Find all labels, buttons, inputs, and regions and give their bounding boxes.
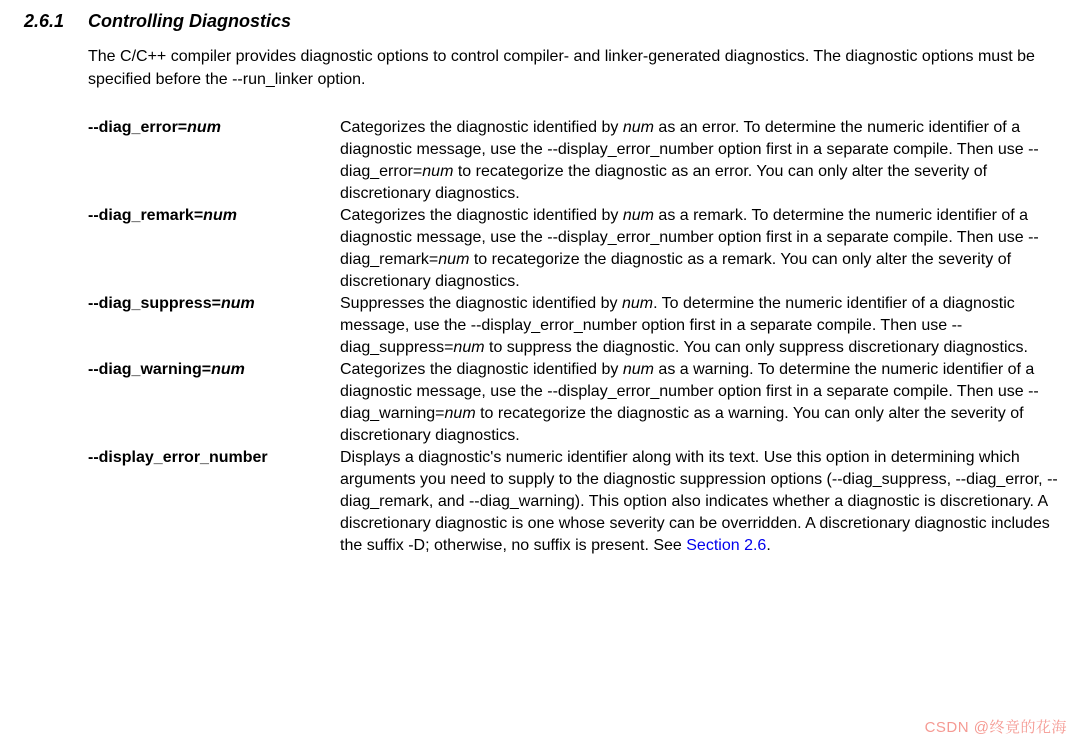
text-segment: --diag_remark= bbox=[88, 207, 204, 224]
text-segment: num bbox=[622, 361, 654, 378]
option-description bbox=[340, 117, 1067, 205]
document-page bbox=[0, 10, 1081, 736]
text-segment: num bbox=[622, 119, 654, 136]
option-row bbox=[88, 117, 1067, 205]
option-description bbox=[340, 447, 1067, 557]
option-description bbox=[340, 359, 1067, 447]
text-segment: Categorizes the diagnostic identified by bbox=[340, 119, 623, 136]
section-title: Controlling Diagnostics bbox=[88, 11, 292, 31]
option-row bbox=[88, 205, 1067, 293]
text-segment: . bbox=[766, 537, 771, 554]
option-row bbox=[88, 447, 1067, 557]
option-row bbox=[88, 293, 1067, 359]
text-segment: num bbox=[220, 295, 255, 312]
text-segment: num bbox=[438, 251, 470, 268]
text-segment: num bbox=[211, 361, 245, 378]
option-term bbox=[88, 359, 340, 381]
text-segment: num bbox=[453, 339, 485, 356]
text-segment: num bbox=[203, 207, 237, 224]
option-term bbox=[88, 205, 340, 227]
text-segment: num bbox=[422, 163, 454, 180]
text-segment: --display_error_number bbox=[88, 449, 268, 466]
text-segment: as a remark. To determine the numeric identifier of a diagnostic message, use the --display_error_number option first in a separate compile. Then use --diag_remark= bbox=[340, 207, 1039, 268]
text-segment: to suppress the diagnostic. You can only suppress discretionary diagnostics. bbox=[484, 339, 1028, 356]
text-segment: to recategorize the diagnostic as a remark. You can only alter the severity of discretionary diagnostics. bbox=[340, 251, 1012, 290]
text-segment: Categorizes the diagnostic identified by bbox=[340, 207, 623, 224]
text-segment: . To determine the numeric identifier of a diagnostic message, use the --display_error_number option first in a separate compile. Then use --diag_suppress= bbox=[340, 295, 1015, 356]
text-segment: to recategorize the diagnostic as a warning. You can only alter the severity of discretionary diagnostics. bbox=[340, 405, 1024, 444]
watermark: CSDN @终竟的花海 bbox=[924, 719, 1067, 736]
text-segment: Categorizes the diagnostic identified by bbox=[340, 361, 623, 378]
option-term bbox=[88, 117, 340, 139]
option-row bbox=[88, 359, 1067, 447]
text-segment: as a warning. To determine the numeric identifier of a diagnostic message, use the --display_error_number option first in a separate compile. Then use --diag_warning= bbox=[340, 361, 1039, 422]
options-list bbox=[88, 117, 1067, 557]
text-segment: num bbox=[444, 405, 476, 422]
text-segment: Displays a diagnostic's numeric identifier along with its text. Use this option in determining which arguments you need to supply to the diagnostic suppression options (--diag_suppress, --diag_error, --diag_remark, and --diag_warning). This option also indicates whether a diagnostic is discretionary. A discretionary diagnostic is one whose severity can be overridden. A discretionary diagnostic includes the suffix -D; otherwise, no suffix is present. See bbox=[340, 449, 1058, 554]
intro-paragraph: The C/C++ compiler provides diagnostic options to control compiler- and linker-generated diagnostics. The diagnostic options must be specified before the --run_linker option. bbox=[88, 48, 1035, 88]
option-description bbox=[340, 205, 1067, 293]
text-segment: num bbox=[621, 295, 654, 312]
text-segment: --diag_warning= bbox=[88, 361, 212, 378]
text-segment: --diag_error= bbox=[88, 119, 188, 136]
text-segment: Suppresses the diagnostic identified by bbox=[340, 295, 622, 312]
section-number: 2.6.1 bbox=[24, 11, 65, 31]
option-term bbox=[88, 293, 340, 315]
text-segment: num bbox=[622, 207, 654, 224]
option-term bbox=[88, 447, 340, 469]
text-segment: num bbox=[187, 119, 221, 136]
section-heading bbox=[24, 10, 1067, 32]
text-segment: as an error. To determine the numeric identifier of a diagnostic message, use the --display_error_number option first in a separate compile. Then use --diag_error= bbox=[340, 119, 1039, 180]
text-segment: to recategorize the diagnostic as an error. You can only alter the severity of discretionary diagnostics. bbox=[340, 163, 988, 202]
option-description bbox=[340, 293, 1067, 359]
text-segment: --diag_suppress= bbox=[88, 295, 221, 312]
section-link[interactable]: Section 2.6 bbox=[686, 537, 767, 554]
